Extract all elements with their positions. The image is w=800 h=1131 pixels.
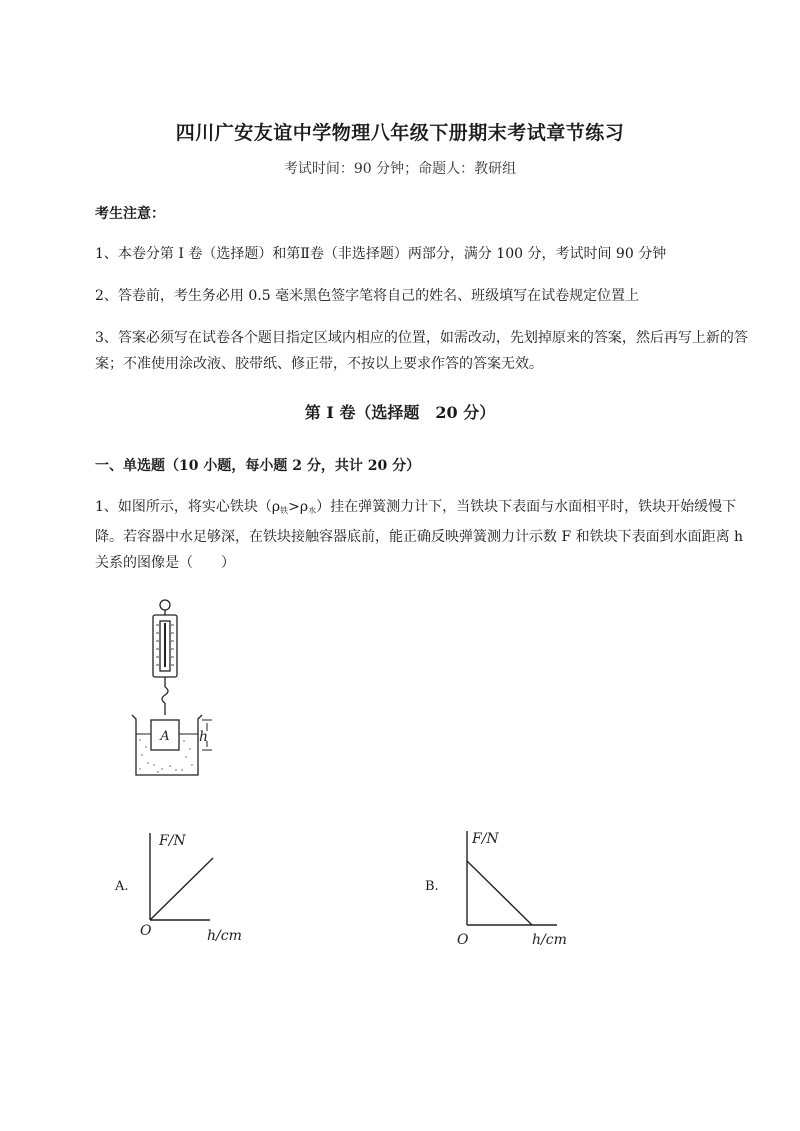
option-a-graph[interactable] — [135, 825, 255, 945]
depth-label: h — [199, 729, 209, 745]
option-b-origin: O — [457, 932, 469, 948]
subscript-water: 水 — [308, 506, 317, 515]
option-b-y-axis: F/N — [472, 831, 499, 847]
option-a-y-axis: F/N — [159, 833, 186, 849]
question-1-text-before: 1、如图所示，将实心铁块（ρ — [95, 499, 281, 515]
notice-item-2: 2、答卷前，考生务必用 0.5 毫米黑色签字笔将自己的姓名、班级填写在试卷规定位置上 — [95, 288, 640, 304]
notice-heading: 考生注意： — [95, 206, 165, 222]
question-1-text — [95, 494, 755, 576]
option-a-origin: O — [140, 923, 152, 939]
notice-item-3: 3、答案必须写在试卷各个题目指定区域内相应的位置，如需改动，先划掉原来的答案，然后再写上新的答案；不准使用涂改液、胶带纸、修正带，不按以上要求作答的答案无效。 — [95, 330, 748, 372]
notice-item-1: 1、本卷分第 I 卷（选择题）和第Ⅱ卷（非选择题）两部分，满分 100 分，考试时间 90 分钟 — [95, 246, 667, 262]
option-a-label[interactable]: A. — [115, 879, 129, 894]
question-1-text-after: ）挂在弹簧测力计下，当铁块下表面与水面相平时，铁块开始缓慢下降。若容器中水足够深，在铁块接触容器底前，能正确反映弹簧测力计示数 F 和铁块下表面到水面距离 h 关系的图像是（ ） — [95, 499, 744, 571]
spring-scale-figure — [120, 595, 230, 785]
option-b-label[interactable]: B. — [425, 879, 439, 894]
option-b-x-axis: h/cm — [532, 932, 567, 948]
greater-than: >ρ — [288, 499, 309, 515]
subscript-iron: 铁 — [280, 506, 289, 515]
section-title: 第 I 卷（选择题 20 分） — [304, 403, 496, 422]
exam-info: 考试时间：90 分钟；命题人：教研组 — [283, 161, 517, 177]
option-a-x-axis: h/cm — [207, 928, 242, 944]
part-heading: 一、单选题（10 小题，每小题 2 分，共计 20 分） — [95, 458, 421, 474]
option-b-graph[interactable] — [452, 825, 582, 950]
block-label: A — [160, 729, 170, 744]
page-title: 四川广安友谊中学物理八年级下册期末考试章节练习 — [175, 122, 625, 144]
